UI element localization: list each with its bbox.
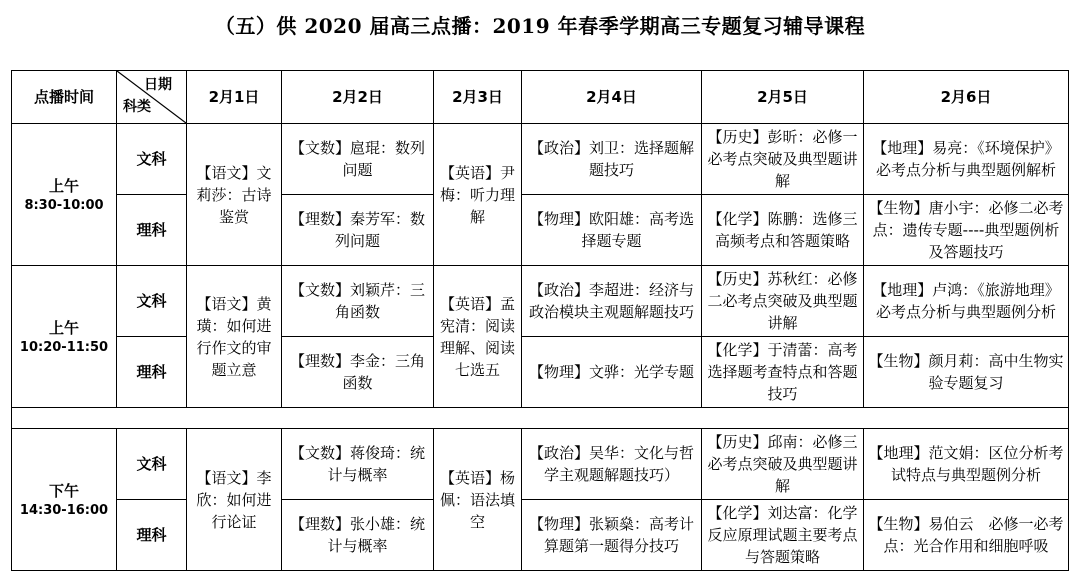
document-title: （五）供 2020 届高三点播：2019 年春季学期高三专题复习辅导课程	[214, 14, 866, 38]
header-day-2: 2月2日	[282, 71, 434, 124]
header-diagonal-cell	[117, 71, 187, 124]
header-day-5: 2月5日	[702, 71, 864, 124]
session-1-day6-li: 【生物】唐小宇：必修二必考点：遗传专题----典型题例析及答题技巧	[864, 195, 1069, 266]
session-1-wen: 文科	[117, 124, 187, 195]
session-1-day5-li: 【化学】陈鹏：选修三高频考点和答题策略	[702, 195, 864, 266]
session-2-day5-wen: 【历史】苏秋红：必修二必考点突破及典型题讲解	[702, 266, 864, 337]
spacer-row	[12, 408, 1069, 429]
session-1-day3: 【英语】尹梅：听力理解	[434, 124, 522, 266]
header-subject-label: 科类	[123, 99, 151, 115]
header-day-3: 2月3日	[434, 71, 522, 124]
session-2-label: 上午	[48, 318, 79, 337]
session-1-time: 8:30-10:00	[24, 197, 104, 213]
session-3-wen: 文科	[117, 429, 187, 500]
session-3-day6-li: 【生物】易伯云 必修一必考点：光合作用和细胞呼吸	[864, 500, 1069, 571]
session-1-li-row	[12, 195, 1069, 266]
session-1-day2-wen: 【文数】扈琨：数列问题	[282, 124, 434, 195]
session-2-day6-wen: 【地理】卢鸿：《旅游地理》必考点分析与典型题例分析	[864, 266, 1069, 337]
session-3-day5-li: 【化学】刘达富：化学反应原理试题主要考点与答题策略	[702, 500, 864, 571]
header-day-1: 2月1日	[187, 71, 282, 124]
session-3-wen-row	[12, 429, 1069, 500]
header-day-6: 2月6日	[864, 71, 1069, 124]
session-3-day5-wen: 【历史】邱南：必修三必考点突破及典型题讲解	[702, 429, 864, 500]
header-day-4: 2月4日	[522, 71, 702, 124]
session-3-li-row	[12, 500, 1069, 571]
session-3-day2-li: 【理数】张小雄：统计与概率	[282, 500, 434, 571]
session-3-time-cell	[12, 429, 117, 571]
session-3-day2-wen: 【文数】蒋俊琦：统计与概率	[282, 429, 434, 500]
session-3-li: 理科	[117, 500, 187, 571]
session-2-day2-li: 【理数】李金：三角函数	[282, 337, 434, 408]
session-1-day5-wen: 【历史】彭昕：必修一必考点突破及典型题讲解	[702, 124, 864, 195]
session-2-time: 10:20-11:50	[19, 339, 109, 355]
session-1-day6-wen: 【地理】易亮：《环境保护》必考点分析与典型题例解析	[864, 124, 1069, 195]
session-1-day4-wen: 【政治】刘卫：选择题解题技巧	[522, 124, 702, 195]
schedule-table	[11, 70, 1069, 571]
session-2-day5-li: 【化学】于清蕾：高考选择题考查特点和答题技巧	[702, 337, 864, 408]
spacer-cell	[12, 408, 1069, 429]
session-1-day2-li: 【理数】秦芳军：数列问题	[282, 195, 434, 266]
session-3-time: 14:30-16:00	[19, 502, 109, 518]
session-2-wen: 文科	[117, 266, 187, 337]
header-time: 点播时间	[12, 71, 117, 124]
header-date-label: 日期	[144, 77, 172, 93]
session-3-day1: 【语文】李欣：如何进行论证	[187, 429, 282, 571]
session-3-day4-wen: 【政治】吴华：文化与哲学主观题解题技巧）	[522, 429, 702, 500]
session-2-li-row	[12, 337, 1069, 408]
session-2-day4-li: 【物理】文骅：光学专题	[522, 337, 702, 408]
session-2-time-cell	[12, 266, 117, 408]
session-3-day3: 【英语】杨佩：语法填空	[434, 429, 522, 571]
session-2-day2-wen: 【文数】刘颖芹：三角函数	[282, 266, 434, 337]
session-2-wen-row	[12, 266, 1069, 337]
session-2-day1: 【语文】黄璜：如何进行作文的审题立意	[187, 266, 282, 408]
session-2-day6-li: 【生物】颜月莉：高中生物实验专题复习	[864, 337, 1069, 408]
session-3-day4-li: 【物理】张颖燊：高考计算题第一题得分技巧	[522, 500, 702, 571]
session-1-day4-li: 【物理】欧阳雄：高考选择题专题	[522, 195, 702, 266]
session-2-li: 理科	[117, 337, 187, 408]
session-3-day6-wen: 【地理】范文娟：区位分析考试特点与典型题例分析	[864, 429, 1069, 500]
session-1-wen-row	[12, 124, 1069, 195]
session-1-label: 上午	[48, 176, 79, 195]
session-1-time-cell	[12, 124, 117, 266]
header-row	[12, 71, 1069, 124]
session-2-day3: 【英语】孟宪清：阅读理解、阅读七选五	[434, 266, 522, 408]
session-2-day4-wen: 【政治】李超进：经济与政治模块主观题解题技巧	[522, 266, 702, 337]
session-1-day1: 【语文】文莉莎：古诗鉴赏	[187, 124, 282, 266]
session-1-li: 理科	[117, 195, 187, 266]
session-3-label: 下午	[48, 481, 79, 500]
